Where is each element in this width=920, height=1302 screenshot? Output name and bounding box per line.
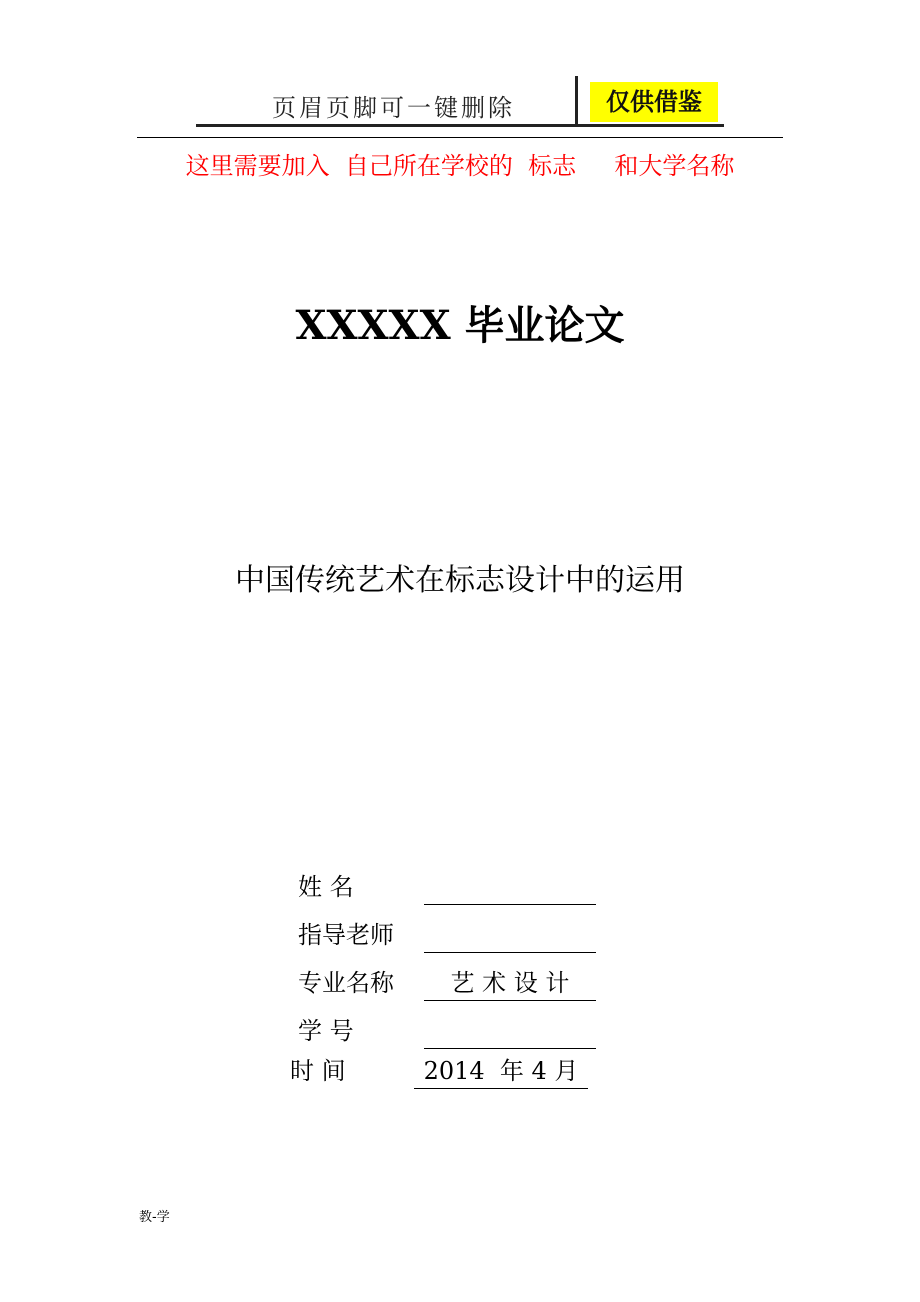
info-row-advisor	[0, 918, 920, 954]
info-row-student-id	[0, 1014, 920, 1050]
header-underline	[196, 124, 724, 127]
info-row-date	[0, 1054, 920, 1090]
info-row-name	[0, 870, 920, 906]
major-label: 专业名称	[298, 969, 394, 997]
advisor-label: 指导老师	[298, 921, 394, 949]
name-label: 姓 名	[298, 873, 354, 901]
thesis-title: 中国传统艺术在标志设计中的运用	[235, 563, 685, 598]
name-field[interactable]	[424, 870, 596, 905]
major-field[interactable]: 艺 术 设 计	[424, 966, 596, 1001]
header-banner	[196, 76, 724, 128]
date-field[interactable]: 2014 年 4 月	[414, 1054, 588, 1089]
student-id-label: 学 号	[298, 1017, 354, 1045]
reference-only-badge: 仅供借鉴	[590, 82, 718, 122]
date-label: 时 间	[290, 1057, 346, 1085]
info-row-major	[0, 966, 920, 1002]
header-rule	[137, 137, 783, 138]
thesis-heading: XXXXX 毕业论文	[295, 302, 625, 349]
header-divider	[575, 76, 578, 126]
school-logo-instruction: 这里需要加入 自己所在学校的 标志 和大学名称	[185, 152, 735, 180]
advisor-field[interactable]	[424, 918, 596, 953]
student-id-field[interactable]	[424, 1014, 596, 1049]
footer-text: 教-学	[139, 1210, 170, 1225]
header-note: 页眉页脚可一键删除	[272, 94, 515, 122]
